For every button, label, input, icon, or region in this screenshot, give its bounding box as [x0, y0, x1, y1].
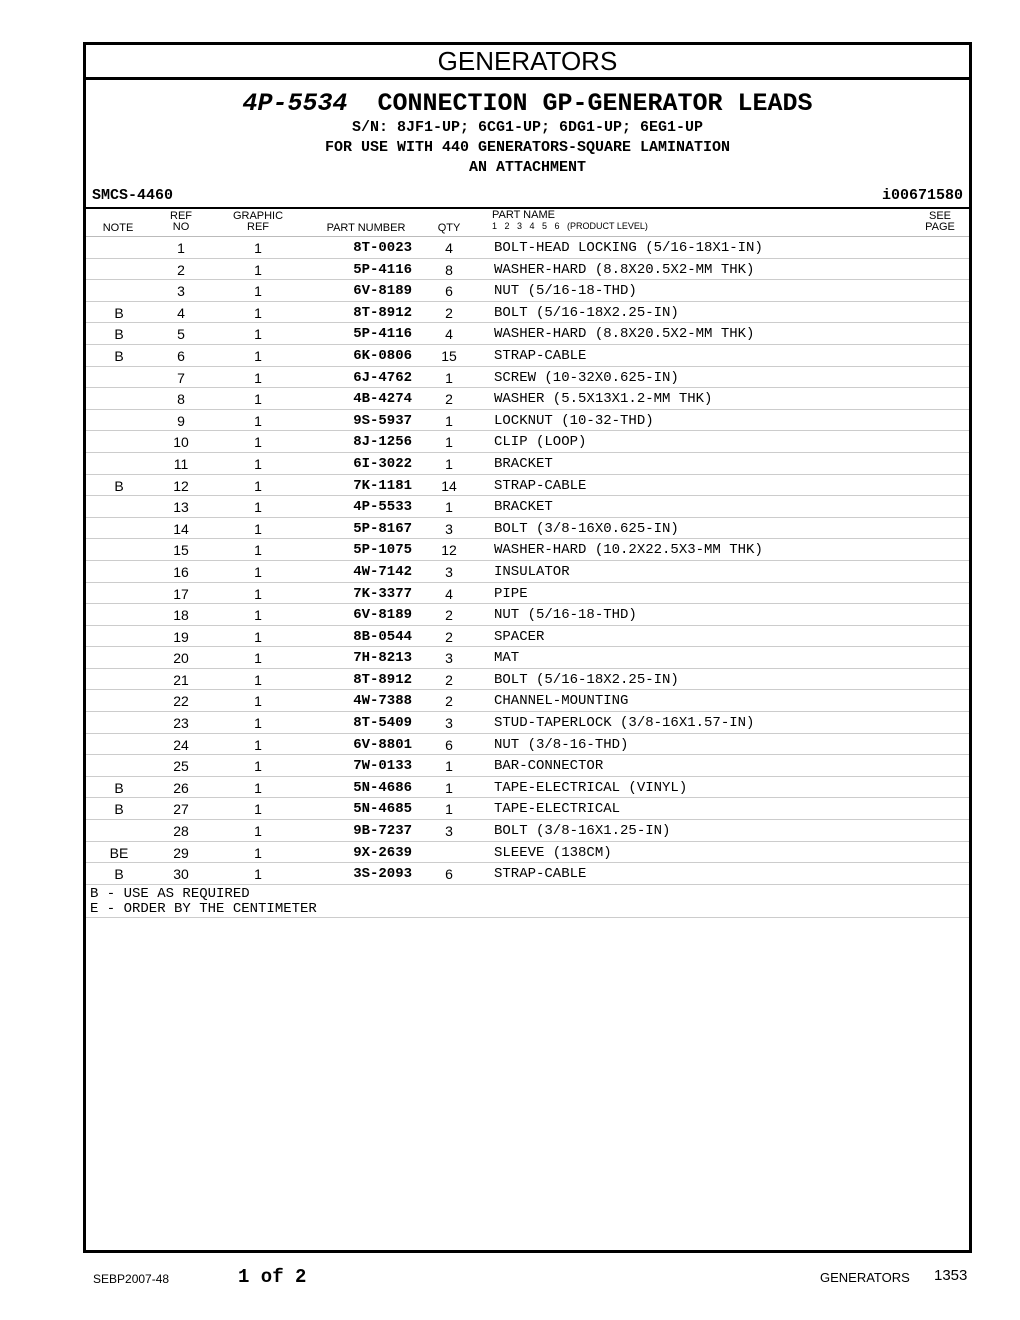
graphic-ref-cell: 1 [254, 693, 262, 710]
table-row [86, 669, 969, 691]
ref-no-cell: 11 [173, 455, 189, 472]
graphic-ref-cell: 1 [254, 607, 262, 624]
graphic-ref-cell: 1 [254, 455, 262, 472]
graphic-ref-cell: 1 [254, 585, 262, 602]
part-number-cell: 7W-0133 [353, 758, 412, 775]
part-name-cell: BOLT (5/16-18X2.25-IN) [494, 304, 679, 321]
ref-no-cell: 2 [177, 261, 185, 278]
ref-no-cell: 25 [173, 758, 189, 775]
qty-cell: 2 [445, 304, 453, 321]
table-row [86, 323, 969, 345]
column-header-note: NOTE [102, 222, 134, 234]
table-row [86, 561, 969, 583]
part-number-cell: 6J-4762 [353, 369, 412, 386]
ref-no-cell: 10 [173, 434, 189, 451]
note-cell: B [114, 304, 124, 321]
ref-no-cell: 6 [177, 347, 185, 364]
ref-no-cell: 3 [177, 283, 185, 300]
table-row [86, 798, 969, 820]
note-e: E - ORDER BY THE CENTIMETER [90, 901, 317, 917]
ref-no-cell: 28 [173, 823, 189, 840]
part-number-cell: 8T-5409 [353, 715, 412, 732]
table-row [86, 410, 969, 432]
note-b: B - USE AS REQUIRED [90, 886, 250, 902]
group-part-number: 4P-5534 [242, 89, 348, 118]
qty-cell: 2 [445, 628, 453, 645]
graphic-ref-cell: 1 [254, 499, 262, 516]
graphic-ref-cell: 1 [254, 477, 262, 494]
part-number-cell: 8T-8912 [353, 304, 412, 321]
table-row [86, 690, 969, 712]
ref-no-cell: 12 [173, 477, 189, 494]
part-name-cell: BOLT (3/8-16X0.625-IN) [494, 520, 679, 537]
qty-cell: 14 [441, 477, 457, 494]
part-number-cell: 7H-8213 [353, 650, 412, 667]
qty-cell: 3 [445, 650, 453, 667]
note-cell: B [114, 801, 124, 818]
part-name-cell: BRACKET [494, 455, 553, 472]
part-name-cell: STRAP-CABLE [494, 477, 587, 494]
serial-line: S/N: 8JF1-UP; 6CG1-UP; 6DG1-UP; 6EG1-UP [351, 119, 704, 136]
part-number-cell: 8T-0023 [353, 240, 412, 256]
column-header-graphic-ref [226, 211, 290, 233]
qty-cell: 1 [445, 779, 453, 796]
graphic-ref-cell: 1 [254, 650, 262, 667]
part-name-cell: CHANNEL-MOUNTING [494, 693, 629, 710]
ref-no-cell: 8 [177, 391, 185, 408]
table-row [86, 583, 969, 605]
part-number-cell: 5N-4686 [353, 779, 412, 796]
column-header-ref-bottom: NO [172, 221, 190, 233]
part-name-cell: BOLT (5/16-18X2.25-IN) [494, 671, 679, 688]
part-name-cell: NUT (5/16-18-THD) [494, 607, 637, 624]
table-row [86, 734, 969, 756]
qty-cell: 15 [441, 347, 457, 364]
ref-no-cell: 20 [173, 650, 189, 667]
qty-cell: 6 [445, 736, 453, 753]
table-row [86, 539, 969, 561]
part-number-cell: 9X-2639 [353, 844, 412, 861]
part-number-cell: 5N-4685 [353, 801, 412, 818]
table-row [86, 367, 969, 389]
part-number-cell: 9S-5937 [353, 412, 412, 429]
part-name-cell: WASHER-HARD (10.2X22.5X3-MM THK) [494, 542, 763, 559]
part-number-cell: 6K-0806 [353, 347, 412, 364]
graphic-ref-cell: 1 [254, 736, 262, 753]
parts-page-frame [83, 42, 972, 1253]
note-cell: B [114, 779, 124, 796]
table-row [86, 604, 969, 626]
table-row [86, 712, 969, 734]
ref-no-cell: 26 [173, 779, 189, 796]
part-name-cell: NUT (5/16-18-THD) [494, 283, 637, 300]
part-name-cell: STUD-TAPERLOCK (3/8-16X1.57-IN) [494, 715, 755, 732]
graphic-ref-cell: 1 [254, 347, 262, 364]
table-row [86, 388, 969, 410]
group-title: CONNECTION GP-GENERATOR LEADS [377, 89, 813, 118]
qty-cell: 12 [441, 542, 457, 559]
part-name-cell: WASHER-HARD (8.8X20.5X2-MM THK) [494, 326, 755, 343]
graphic-ref-cell: 1 [254, 542, 262, 559]
table-row [86, 496, 969, 518]
ref-no-cell: 24 [173, 736, 189, 753]
part-number-cell: 4B-4274 [353, 391, 412, 408]
graphic-ref-cell: 1 [254, 369, 262, 386]
ref-no-cell: 29 [173, 844, 189, 861]
column-header-graphic-bottom: REF [247, 221, 269, 233]
qty-cell: 2 [445, 693, 453, 710]
part-name-cell: STRAP-CABLE [494, 347, 587, 364]
ref-no-cell: 7 [177, 369, 185, 386]
column-header-product-levels: 1 2 3 4 5 6 (PRODUCT LEVEL) [492, 221, 648, 231]
table-row [86, 755, 969, 777]
table-row [86, 863, 969, 885]
part-number-cell: 6V-8189 [353, 607, 412, 624]
footer-doc-code: SEBP2007-48 [93, 1272, 170, 1286]
part-name-cell: INSULATOR [494, 563, 570, 580]
ref-no-cell: 17 [173, 585, 189, 602]
smcs-code: SMCS-4460 [92, 187, 174, 204]
parts-table [86, 237, 969, 885]
part-name-cell: CLIP (LOOP) [494, 434, 587, 451]
table-row [86, 475, 969, 497]
note-cell: B [114, 866, 124, 883]
part-name-cell: STRAP-CABLE [494, 866, 587, 883]
table-row [86, 518, 969, 540]
graphic-ref-cell: 1 [254, 261, 262, 278]
qty-cell: 1 [445, 801, 453, 818]
part-number-cell: 7K-3377 [353, 585, 412, 602]
ref-no-cell: 1 [177, 240, 185, 256]
qty-cell: 2 [445, 607, 453, 624]
qty-cell: 3 [445, 563, 453, 580]
ref-no-cell: 23 [173, 715, 189, 732]
table-row [86, 431, 969, 453]
ref-no-cell: 15 [173, 542, 189, 559]
column-header-part-number: PART NUMBER [326, 222, 406, 234]
graphic-ref-cell: 1 [254, 412, 262, 429]
column-header-part-name-label: PART NAME [492, 209, 555, 221]
note-cell: B [114, 326, 124, 343]
graphic-ref-cell: 1 [254, 563, 262, 580]
part-name-cell: SLEEVE (138CM) [494, 844, 612, 861]
part-number-cell: 5P-8167 [353, 520, 412, 537]
qty-cell: 3 [445, 520, 453, 537]
part-name-cell: PIPE [494, 585, 528, 602]
graphic-ref-cell: 1 [254, 628, 262, 645]
ref-no-cell: 27 [173, 801, 189, 818]
graphic-ref-cell: 1 [254, 844, 262, 861]
part-name-cell: BAR-CONNECTOR [494, 758, 604, 775]
part-number-cell: 6V-8189 [353, 283, 412, 300]
section-title: GENERATORS [86, 45, 969, 80]
qty-cell: 1 [445, 412, 453, 429]
part-name-cell: NUT (3/8-16-THD) [494, 736, 629, 753]
graphic-ref-cell: 1 [254, 779, 262, 796]
column-header-graphic-top: GRAPHIC [232, 210, 284, 222]
part-name-cell: TAPE-ELECTRICAL [494, 801, 621, 818]
table-row [86, 280, 969, 302]
table-row [86, 237, 969, 259]
part-name-cell: BRACKET [494, 499, 553, 516]
table-row [86, 777, 969, 799]
part-number-cell: 5P-1075 [353, 542, 412, 559]
column-header-qty: QTY [437, 222, 461, 234]
footer-page-of: 1 of 2 [238, 1266, 307, 1288]
notes-block [90, 887, 317, 917]
graphic-ref-cell: 1 [254, 434, 262, 451]
part-number-cell: 6V-8801 [353, 736, 412, 753]
illustration-id: i00671580 [881, 187, 963, 204]
part-name-cell: BOLT-HEAD LOCKING (5/16-18X1-IN) [494, 240, 763, 256]
part-name-cell: MAT [494, 650, 520, 667]
attachment-line: AN ATTACHMENT [468, 159, 587, 176]
ref-no-cell: 5 [177, 326, 185, 343]
graphic-ref-cell: 1 [254, 304, 262, 321]
graphic-ref-cell: 1 [254, 240, 262, 256]
part-name-cell: LOCKNUT (10-32-THD) [494, 412, 654, 429]
graphic-ref-cell: 1 [254, 326, 262, 343]
graphic-ref-cell: 1 [254, 520, 262, 537]
usage-line: FOR USE WITH 440 GENERATORS-SQUARE LAMINATION [324, 139, 731, 156]
table-row [86, 345, 969, 367]
qty-cell: 3 [445, 823, 453, 840]
qty-cell: 4 [445, 326, 453, 343]
qty-cell: 6 [445, 866, 453, 883]
part-number-cell: 5P-4116 [353, 261, 412, 278]
part-number-cell: 8J-1256 [353, 434, 412, 451]
part-name-cell: WASHER-HARD (8.8X20.5X2-MM THK) [494, 261, 755, 278]
column-header-ref [164, 211, 198, 233]
table-row [86, 626, 969, 648]
part-name-cell: TAPE-ELECTRICAL (VINYL) [494, 779, 688, 796]
table-row [86, 820, 969, 842]
qty-cell: 6 [445, 283, 453, 300]
part-number-cell: 6I-3022 [353, 455, 412, 472]
column-header-see-bottom: PAGE [925, 221, 955, 233]
part-number-cell: 9B-7237 [353, 823, 412, 840]
graphic-ref-cell: 1 [254, 801, 262, 818]
qty-cell: 4 [445, 240, 453, 256]
part-number-cell: 4P-5533 [353, 499, 412, 516]
graphic-ref-cell: 1 [254, 866, 262, 883]
part-name-cell: WASHER (5.5X13X1.2-MM THK) [494, 391, 713, 408]
table-row [86, 453, 969, 475]
part-number-cell: 7K-1181 [353, 477, 412, 494]
qty-cell: 2 [445, 391, 453, 408]
table-row [86, 647, 969, 669]
ref-no-cell: 19 [173, 628, 189, 645]
part-number-cell: 8B-0544 [353, 628, 412, 645]
part-number-cell: 4W-7388 [353, 693, 412, 710]
qty-cell: 4 [445, 585, 453, 602]
qty-cell: 1 [445, 369, 453, 386]
qty-cell: 1 [445, 499, 453, 516]
part-name-cell: SPACER [494, 628, 545, 645]
footer-section: GENERATORS [820, 1270, 910, 1285]
ref-no-cell: 4 [177, 304, 185, 321]
part-name-cell: BOLT (3/8-16X1.25-IN) [494, 823, 671, 840]
part-number-cell: 3S-2093 [353, 866, 412, 883]
table-row [86, 259, 969, 281]
note-cell: BE [109, 844, 129, 861]
ref-no-cell: 16 [173, 563, 189, 580]
ref-no-cell: 14 [173, 520, 189, 537]
part-name-cell: SCREW (10-32X0.625-IN) [494, 369, 679, 386]
ref-no-cell: 30 [173, 866, 189, 883]
ref-no-cell: 9 [177, 412, 185, 429]
group-heading [86, 89, 969, 118]
note-cell: B [114, 347, 124, 364]
part-number-cell: 4W-7142 [353, 563, 412, 580]
part-number-cell: 5P-4116 [353, 326, 412, 343]
qty-cell: 2 [445, 671, 453, 688]
graphic-ref-cell: 1 [254, 758, 262, 775]
column-header-ref-top: REF [170, 210, 192, 222]
qty-cell: 1 [445, 758, 453, 775]
part-number-cell: 8T-8912 [353, 671, 412, 688]
graphic-ref-cell: 1 [254, 715, 262, 732]
qty-cell: 8 [445, 261, 453, 278]
ref-no-cell: 18 [173, 607, 189, 624]
column-header-see-page [920, 211, 960, 233]
column-header-part-name [492, 210, 648, 232]
table-row [86, 842, 969, 864]
qty-cell: 1 [445, 434, 453, 451]
graphic-ref-cell: 1 [254, 391, 262, 408]
qty-cell: 3 [445, 715, 453, 732]
ref-no-cell: 21 [173, 671, 189, 688]
notes-divider [86, 917, 969, 918]
qty-cell: 1 [445, 455, 453, 472]
graphic-ref-cell: 1 [254, 283, 262, 300]
ref-no-cell: 13 [173, 499, 189, 516]
graphic-ref-cell: 1 [254, 671, 262, 688]
note-cell: B [114, 477, 124, 494]
graphic-ref-cell: 1 [254, 823, 262, 840]
column-header-see-top: SEE [928, 210, 951, 222]
footer-page-number: 1353 [934, 1267, 968, 1284]
ref-no-cell: 22 [173, 693, 189, 710]
table-row [86, 302, 969, 324]
